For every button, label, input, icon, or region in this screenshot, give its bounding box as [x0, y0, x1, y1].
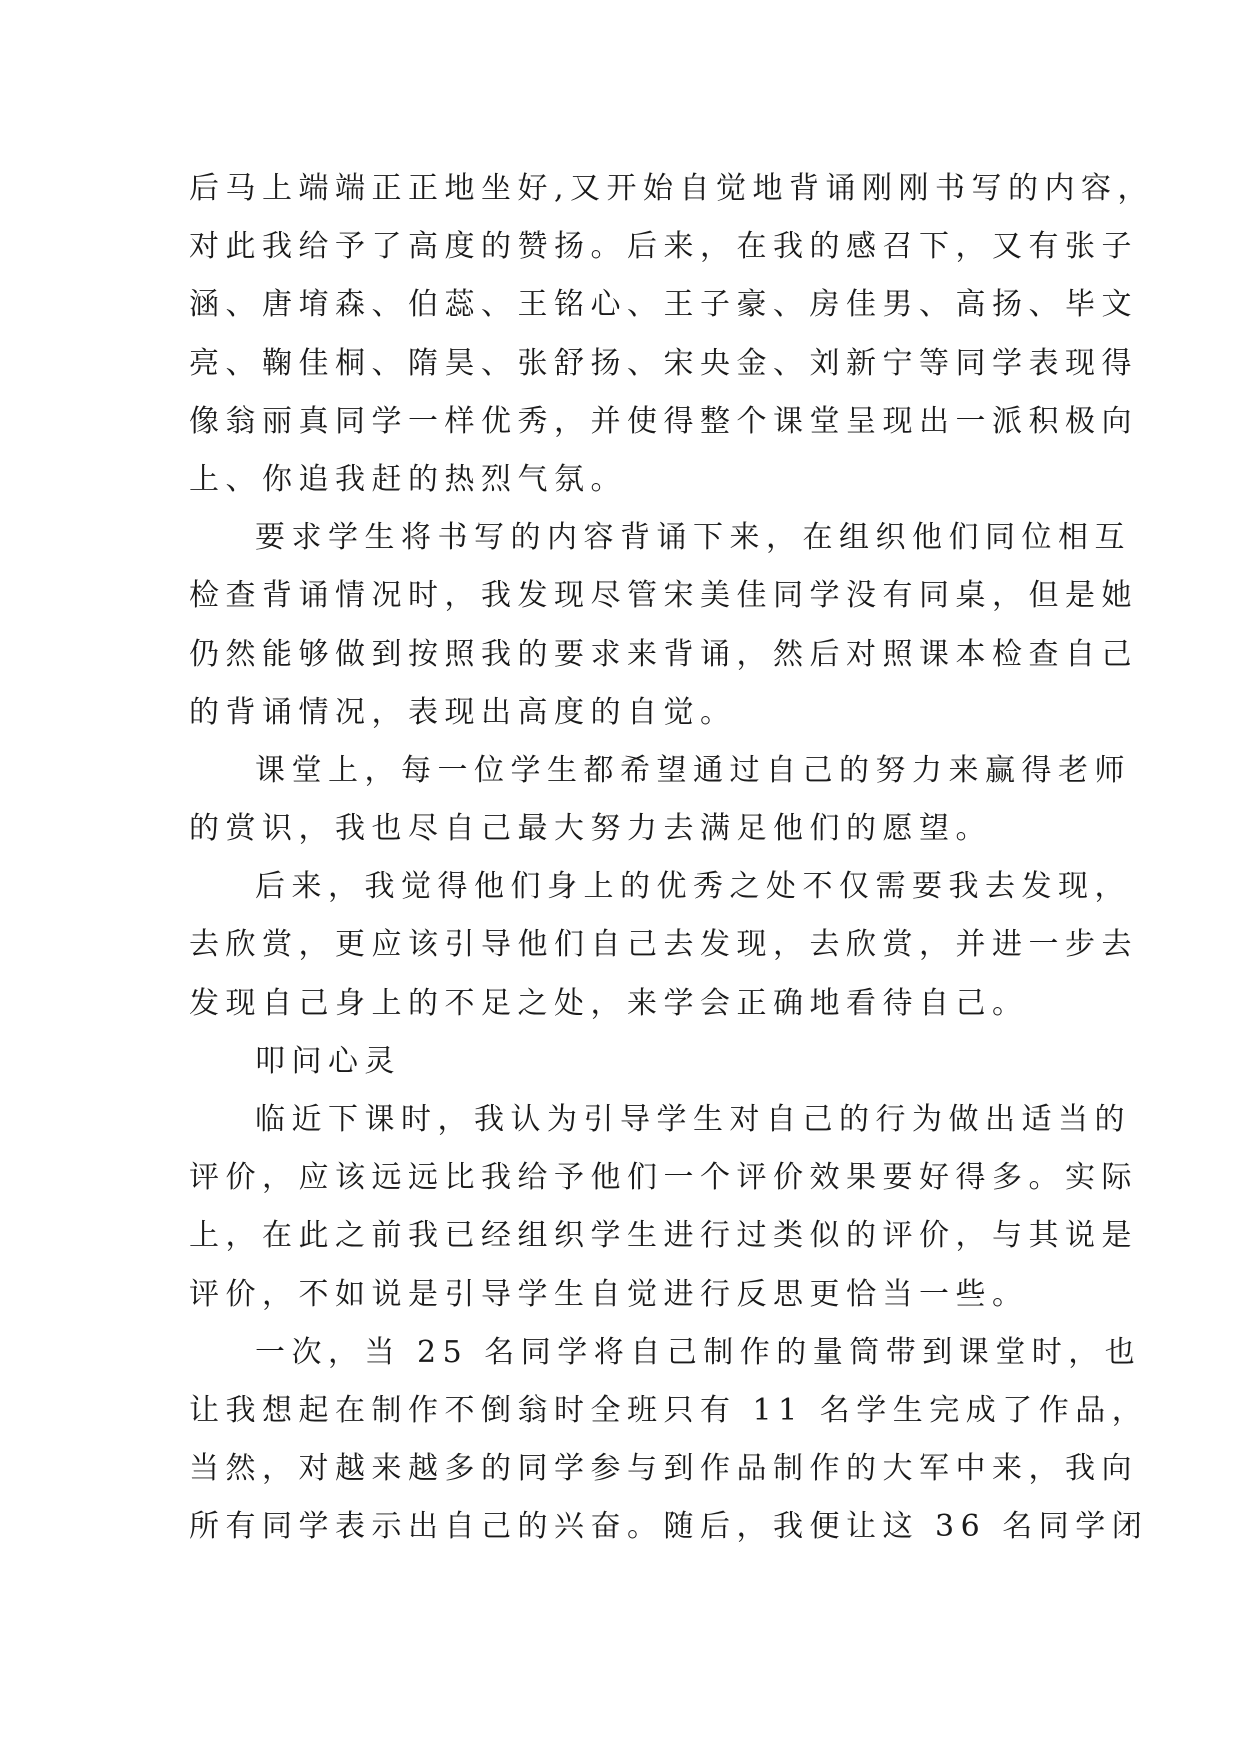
- text-line: 叩问心灵: [255, 1043, 401, 1079]
- text-line: 当然，对越来越多的同学参与到作品制作的大军中来，我向: [189, 1451, 1138, 1487]
- text-line: 所有同学表示出自己的兴奋。随后，我便让这 36 名同学闭: [189, 1509, 1149, 1545]
- text-line: 对此我给予了高度的赞扬。后来，在我的感召下，又有张子: [189, 229, 1138, 265]
- text-line: 涵、唐堉森、伯蕊、王铭心、王子豪、房佳男、高扬、毕文: [189, 287, 1138, 323]
- text-line: 仍然能够做到按照我的要求来背诵，然后对照课本检查自己: [189, 636, 1138, 672]
- text-line: 临近下课时，我认为引导学生对自己的行为做出适当的: [255, 1102, 1131, 1137]
- text-line: 的背诵情况，表现出高度的自觉。: [189, 694, 737, 730]
- text-line: 检查背诵情况时，我发现尽管宋美佳同学没有同桌，但是她: [189, 578, 1138, 614]
- text-line: 发现自己身上的不足之处，来学会正确地看待自己。: [189, 985, 1029, 1021]
- text-line: 上、你追我赶的热烈气氛。: [189, 461, 627, 497]
- text-line: 亮、鞠佳桐、隋昊、张舒扬、宋央金、刘新宁等同学表现得: [189, 345, 1138, 381]
- text-line: 像翁丽真同学一样优秀，并使得整个课堂呈现出一派积极向: [189, 403, 1138, 439]
- text-line: 评价，不如说是引导学生自觉进行反思更恰当一些。: [189, 1276, 1029, 1312]
- text-line: 上，在此之前我已经组织学生进行过类似的评价，与其说是: [189, 1218, 1138, 1254]
- text-line: 课堂上，每一位学生都希望通过自己的努力来赢得老师: [255, 752, 1131, 788]
- text-line: 让我想起在制作不倒翁时全班只有 11 名学生完成了作品，: [189, 1392, 1149, 1428]
- body-text: [189, 160, 1155, 1557]
- text-line: 评价，应该远远比我给予他们一个评价效果要好得多。实际: [189, 1160, 1138, 1196]
- text-line: 后来，我觉得他们身上的优秀之处不仅需要我去发现，: [255, 869, 1131, 905]
- text-line: 去欣赏，更应该引导他们自己去发现，去欣赏，并进一步去: [189, 927, 1138, 963]
- text-line: 的赏识，我也尽自己最大努力去满足他们的愿望。: [189, 811, 992, 847]
- text-line: 要求学生将书写的内容背诵下来，在组织他们同位相互: [255, 520, 1131, 556]
- text-line: 一次，当 25 名同学将自己制作的量筒带到课堂时，也: [255, 1334, 1142, 1370]
- text-line: 后马上端端正正地坐好,又开始自觉地背诵刚刚书写的内容，: [189, 171, 1155, 206]
